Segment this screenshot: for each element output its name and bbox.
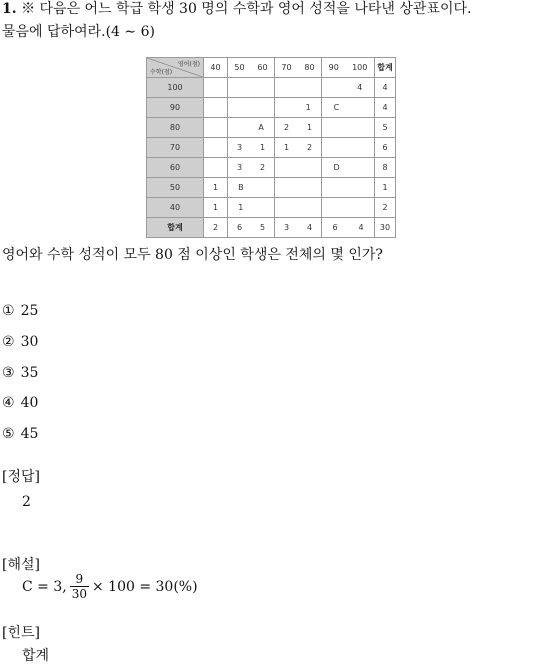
- col-header-pair: [228, 58, 275, 78]
- grand-total: 30: [375, 218, 396, 238]
- option-1[interactable]: [2, 303, 38, 319]
- table-cell-pair: [228, 98, 275, 118]
- table-cell: [204, 118, 228, 138]
- table-cell-pair: [275, 78, 322, 98]
- option-5[interactable]: [2, 426, 38, 442]
- option-text: 40: [20, 395, 39, 411]
- col-header-pair: [275, 58, 322, 78]
- answer-value: 2: [22, 494, 31, 510]
- footer-label: 합계: [147, 218, 204, 238]
- table-cell-pair: 1 2: [275, 138, 322, 158]
- col-header: 80: [304, 63, 315, 72]
- option-number: ③: [2, 365, 15, 381]
- row-label: 100: [147, 78, 204, 98]
- col-header: 90: [328, 63, 339, 72]
- table-row: [147, 98, 396, 118]
- row-total: 2: [375, 198, 396, 218]
- table-row: [147, 158, 396, 178]
- option-number: ①: [2, 303, 15, 319]
- row-total: 4: [375, 78, 396, 98]
- table-cell: [204, 158, 228, 178]
- question-line-2: 물음에 답하여라.(4 ∼ 6): [2, 24, 155, 40]
- table-row: [147, 138, 396, 158]
- table-footer-row: [147, 218, 396, 238]
- option-text: 45: [20, 426, 39, 442]
- option-text: 30: [20, 334, 39, 350]
- row-total: 1: [375, 178, 396, 198]
- table-cell-pair: 4: [322, 78, 375, 98]
- table-cell-pair: A: [228, 118, 275, 138]
- table-cell-pair: 6 4: [322, 218, 375, 238]
- table-cell-pair: [275, 198, 322, 218]
- row-label: 50: [147, 178, 204, 198]
- explanation-formula: [22, 572, 198, 601]
- table-cell: 2: [204, 218, 228, 238]
- option-number: ④: [2, 395, 15, 411]
- table-cell-pair: D: [322, 158, 375, 178]
- col-header: 60: [257, 63, 268, 72]
- option-number: ⑤: [2, 426, 15, 442]
- table-row: [147, 198, 396, 218]
- fraction-denominator: 30: [71, 587, 87, 601]
- table-cell-pair: [322, 118, 375, 138]
- table-cell-pair: [322, 138, 375, 158]
- fraction: [70, 572, 89, 601]
- row-label: 80: [147, 118, 204, 138]
- question-intro: ※ 다음은 어느 학급 학생 30 명의 수학과 영어 성적을 나타낸 상관표이다.: [21, 1, 472, 17]
- row-label: 60: [147, 158, 204, 178]
- corner-bottom-label: 수학(점): [150, 69, 173, 76]
- table-cell-pair: [275, 158, 322, 178]
- total-col-header: 합계: [375, 58, 396, 78]
- table-cell-pair: 3 4: [275, 218, 322, 238]
- option-text: 25: [20, 303, 39, 319]
- table-row: [147, 178, 396, 198]
- table-cell-pair: 3 1: [228, 138, 275, 158]
- formula-suffix: × 100 = 30(%): [91, 578, 198, 595]
- col-header: 70: [281, 63, 292, 72]
- table-row: [147, 118, 396, 138]
- table-cell: [204, 98, 228, 118]
- option-3[interactable]: [2, 365, 38, 381]
- table-row: [147, 78, 396, 98]
- option-4[interactable]: [2, 395, 38, 411]
- table-cell: 1: [204, 178, 228, 198]
- table-cell: [204, 78, 228, 98]
- row-total: 5: [375, 118, 396, 138]
- hint-value: 합계: [22, 648, 50, 664]
- correlation-table: [146, 57, 396, 238]
- col-header: 100: [352, 63, 368, 72]
- row-label: 40: [147, 198, 204, 218]
- table-cell-pair: [228, 78, 275, 98]
- question-number: 1.: [2, 1, 17, 17]
- col-header-pair: [322, 58, 375, 78]
- hint-label: [힌트]: [2, 625, 40, 641]
- table-cell-pair: [275, 178, 322, 198]
- explanation-label: [해설]: [2, 557, 40, 573]
- row-total: 4: [375, 98, 396, 118]
- table-cell-pair: 6 5: [228, 218, 275, 238]
- question-stem: 영어와 수학 성적이 모두 80 점 이상인 학생은 전체의 몇 인가?: [2, 247, 383, 263]
- table-cell-pair: 3 2: [228, 158, 275, 178]
- table-cell-pair: B: [228, 178, 275, 198]
- table-cell: 1: [204, 198, 228, 218]
- corner-top-label: 영어(점): [177, 61, 200, 68]
- option-text: 35: [20, 365, 39, 381]
- table-corner-header: [147, 58, 204, 78]
- table-cell-pair: C: [322, 98, 375, 118]
- table-cell-pair: [322, 178, 375, 198]
- question-line-1: [2, 0, 532, 19]
- table-cell-pair: 2 1: [275, 118, 322, 138]
- row-label: 90: [147, 98, 204, 118]
- table-cell-pair: 1: [275, 98, 322, 118]
- row-total: 6: [375, 138, 396, 158]
- option-2[interactable]: [2, 334, 38, 350]
- table-cell-pair: [322, 198, 375, 218]
- col-header: 50: [234, 63, 245, 72]
- answer-label: [정답]: [2, 469, 40, 485]
- col-header: 40: [204, 58, 228, 78]
- table-cell-pair: 1: [228, 198, 275, 218]
- row-total: 8: [375, 158, 396, 178]
- table-cell: [204, 138, 228, 158]
- option-number: ②: [2, 334, 15, 350]
- row-label: 70: [147, 138, 204, 158]
- formula-prefix: C = 3,: [22, 578, 67, 595]
- fraction-numerator: 9: [70, 572, 89, 587]
